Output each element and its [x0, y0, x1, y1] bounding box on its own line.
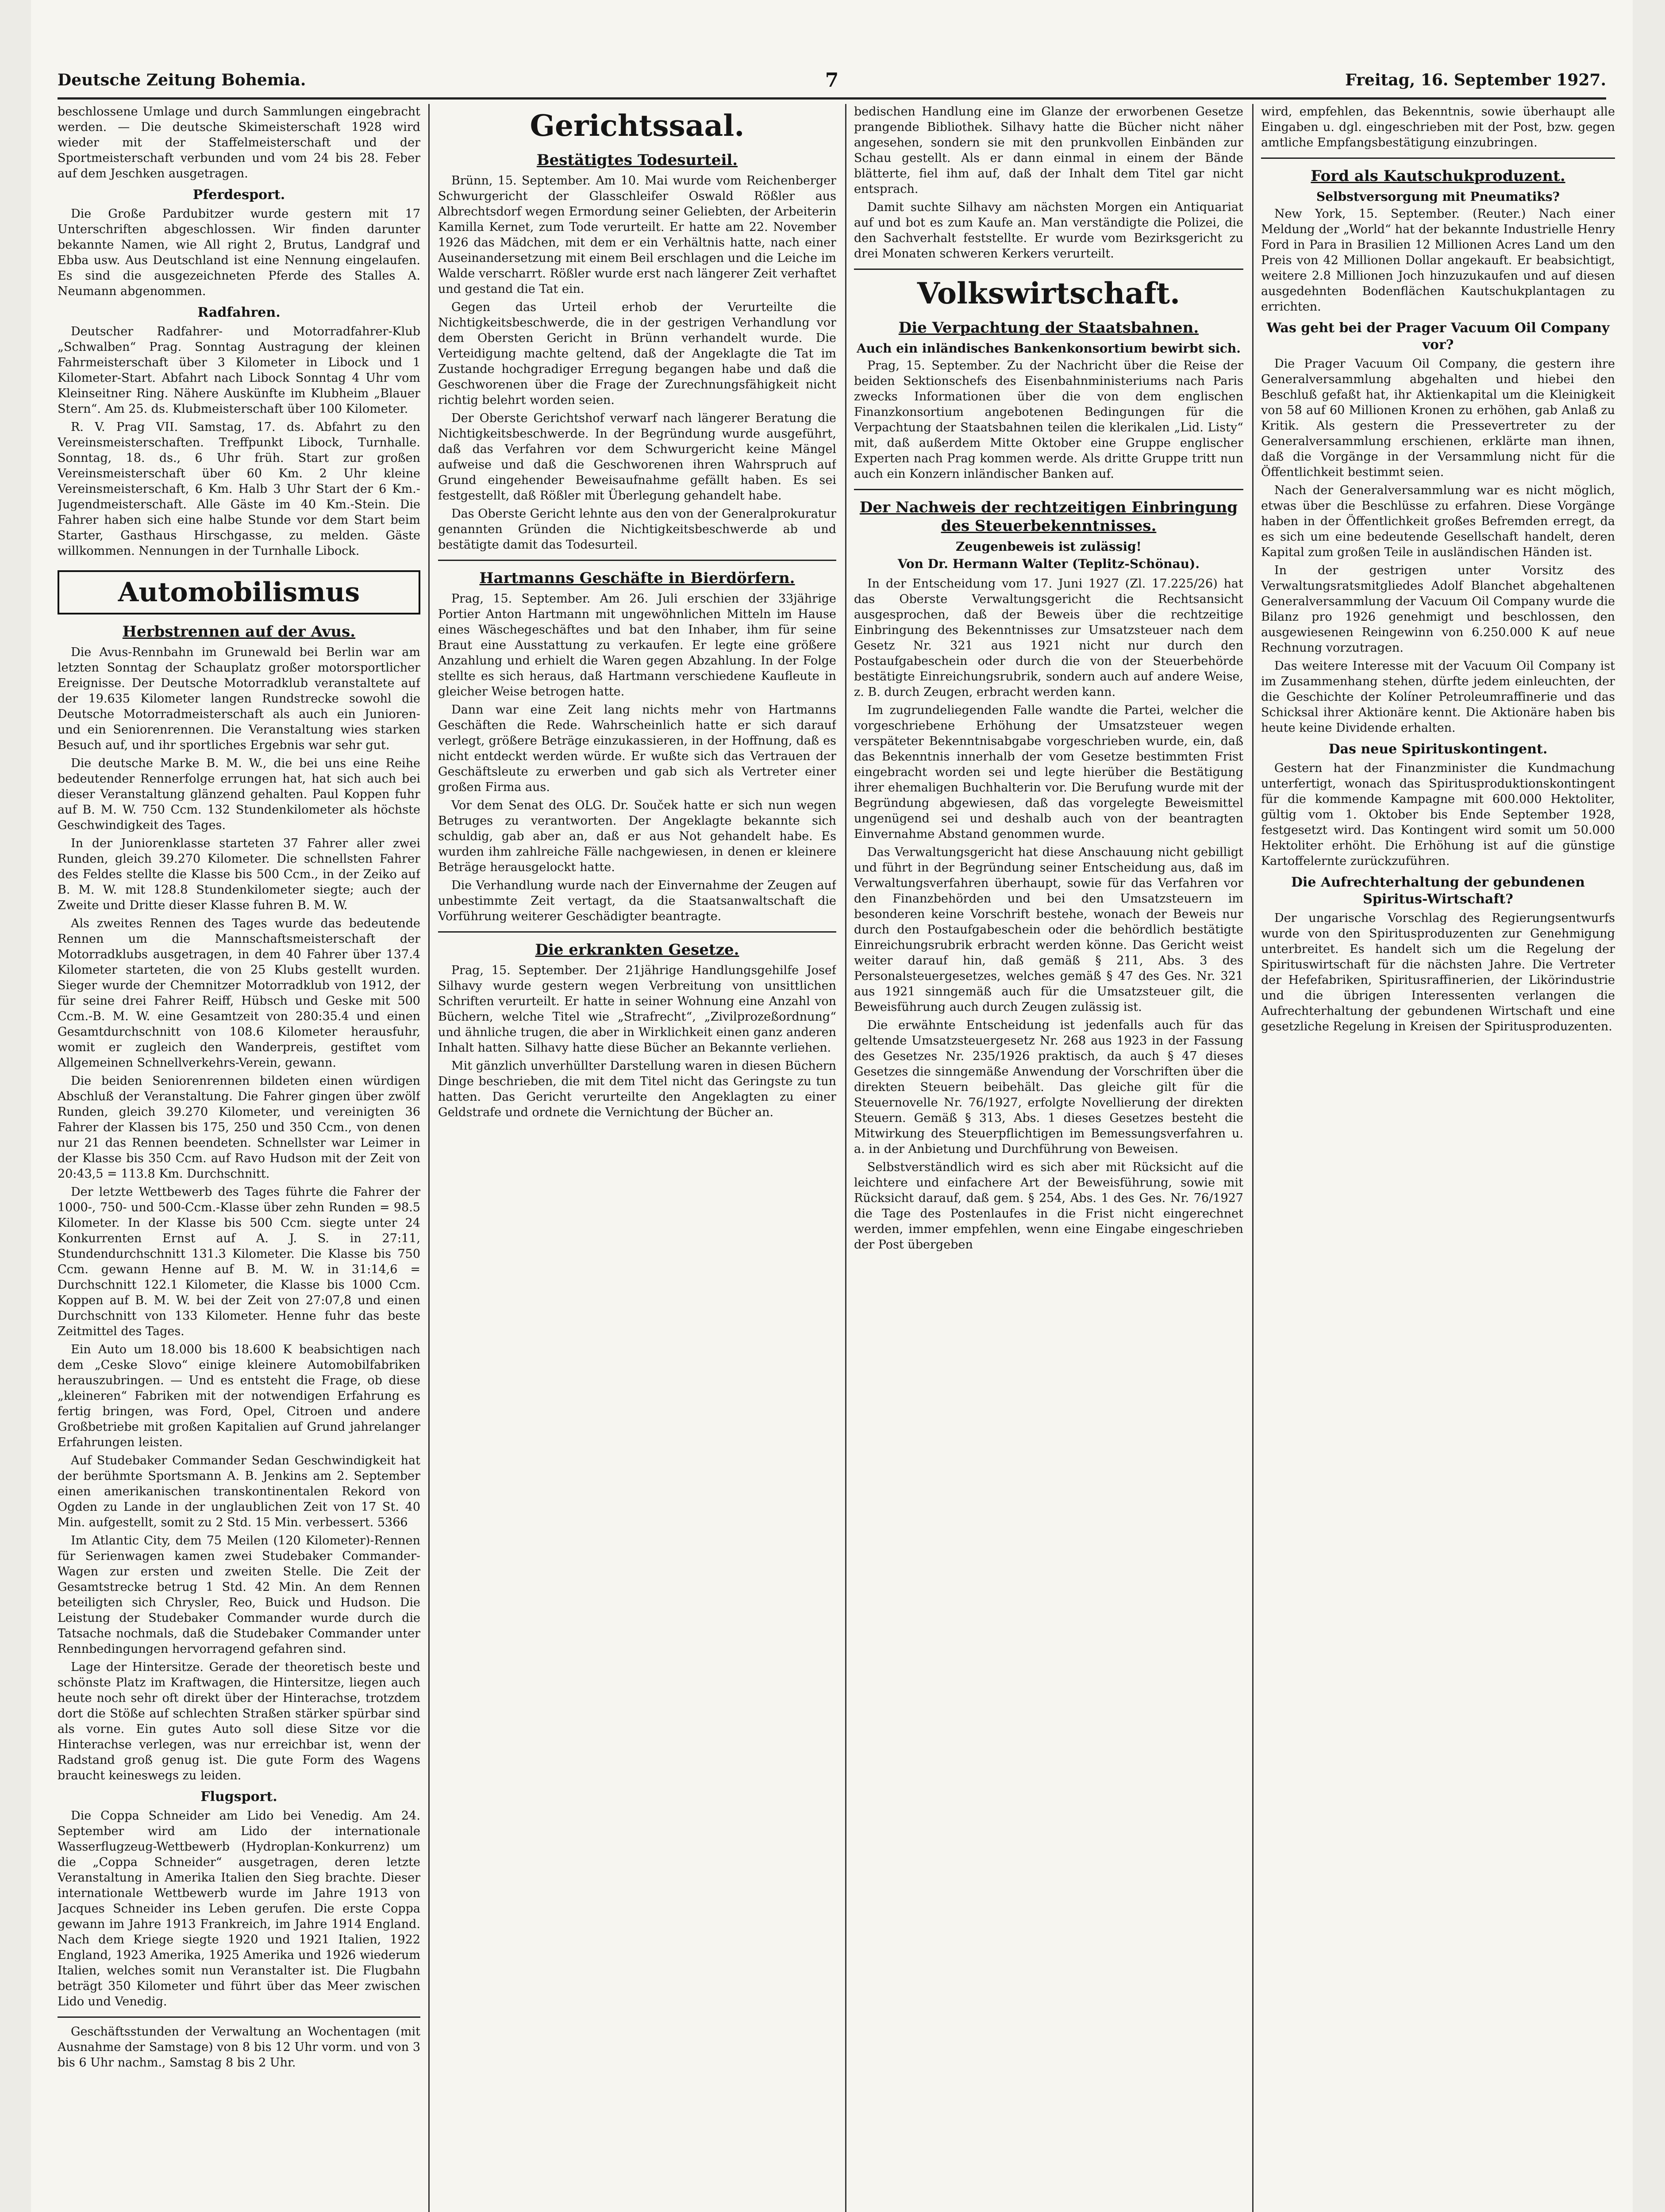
article-text: Deutscher Radfahrer- und Motorradfahrer-Klub „Schwalben“ Prag. Sonntag Austragung der kleinen Fahrmeisterschaft über 3 Kilometer in Libock und 1 Kilometer-Start. Abfahrt nach Libock Sonntag 4 Uhr vom Kleinseitner Ring. Nähere Auskünfte im Klubheim „Blauer Stern“. Am 25. ds. Klubmeisterschaft über 100 Kilometer. — [58, 325, 420, 416]
article-text: Gegen das Urteil erhob der Verurteilte die Nichtigkeitsbeschwerde, die in der gestrigen Verhandlung vor dem Obersten Gericht in Brünn verhandelt wurde. Die Verteidigung machte geltend, daß der Angeklagte die Tat im Zustande hochgradiger Erregung begangen habe und daß die Geschworenen über die Frage der Zurechnungsfähigkeit nicht richtig belehrt worden seien. — [438, 300, 836, 407]
column-2 — [438, 104, 836, 2212]
article-text: Die erwähnte Entscheidung ist jedenfalls auch für das geltende Umsatzsteuergesetz Nr. 268 aus 1923 in der Fassung des Gesetzes Nr. 235/1926 praktisch, da auch § 47 dieses Gesetzes die sinngemäße Anwendung der Vorschriften über die direkten Steuern beibehält. Das gleiche gilt für die Steuernovelle Nr. 76/1927, erfolgte Novellierung der direkten Steuern. Gemäß § 313, Abs. 1 dieses Gesetzes besteht die Mitwirkung des Steuerpflichtigen im Bemessungsverfahren u. a. in der Anbietung und Durchführung von Beweisen. — [854, 1018, 1243, 1156]
divider — [854, 269, 1243, 270]
divider — [58, 2016, 420, 2018]
divider — [1261, 157, 1615, 159]
column-rule — [428, 104, 430, 2212]
article-text: In der Entscheidung vom 17. Juni 1927 (Zl. 17.225/26) hat das Oberste Verwaltungsgericht die Rechtsansicht ausgesprochen, daß der Beweis über die rechtzeitige Einbringung des Bekenntnisses zur Umsatzsteuer nach dem Gesetz Nr. 321 aus 1921 nicht nur durch den Postaufgabeschein oder durch die von der Steuerbehörde bestätigte Einreichungsrubrik, sondern auch auf andere Weise, z. B. durch Zeugen, erbracht werden kann. — [854, 577, 1243, 699]
article-text: Der letzte Wettbewerb des Tages führte die Fahrer der 1000-, 750- und 500-Ccm.-Klasse über zehn Runden = 98.5 Kilometer. In der Klasse bis 500 Ccm. siegte unter 24 Konkurrenten Ernst auf A. J. S. in 27:11, Stundendurchschnitt 131.3 Kilometer. Die Klasse bis 750 Ccm. gewann Henne auf B. M. W. in 31:14,6 = Durchschnitt 122.1 Kilometer, die Klasse bis 1000 Ccm. Koppen auf B. M. W. bei der Zeit von 27:07,8 und einen Durchschnitt von 133 Kilometer. Henne fuhr das beste Zeitmittel des Tages. — [58, 1185, 420, 1338]
article-headline: Was geht bei der Prager Vacuum Oil Company vor? — [1266, 320, 1610, 353]
page-header — [58, 66, 1606, 100]
article-text: Der Oberste Gerichtshof verwarf nach längerer Beratung die Nichtigkeitsbeschwerde. In der Begründung wurde ausgeführt, daß das Verfahren vor dem Schwurgericht keine Mängel aufweise und daß die Geschworenen ihren Wahrspruch auf Grund eingehender Beweisaufnahme gefällt haben. Es sei festgestellt, daß Rößler mit Überlegung gehandelt habe. — [438, 411, 836, 503]
article-headline: Das neue Spirituskontingent. — [1328, 741, 1548, 757]
article-headline: Der Nachweis der rechtzeitigen Einbringung des Steuerbekenntnisses. — [859, 499, 1238, 535]
header-page-number: 7 — [825, 69, 839, 92]
section-title: Gerichtssaal. — [530, 108, 745, 143]
article-text: Die Große Pardubitzer wurde gestern mit 17 Unterschriften abgeschlossen. Wir finden darunter bekannte Namen, wie All right 2, Brutus, Landgraf und Ebba usw. Aus Deutschland ist eine Nennung eingelaufen. Es sind die ausgezeichneten Pferde des Stalles A. Neumann abgenommen. — [58, 207, 420, 298]
article-text: Selbstverständlich wird es sich aber mit Rücksicht auf die leichtere und einfachere Art der Beweisführung, sowie mit Rücksicht darauf, daß gem. § 254, Abs. 1 des Ges. Nr. 76/1927 die Tage des Postenlaufes in die Frist nicht eingerechnet werden, immer empfehlen, wenn eine Eingabe eingeschrieben der Post übergeben — [854, 1160, 1243, 1252]
article-text: Damit suchte Silhavy am nächsten Morgen ein Antiquariat auf und bot es zum Kaufe an. Man verständigte die Polizei, die den Sachverhalt feststellte. Er wurde vom Bezirksgericht zu drei Monaten schweren Kerkers verurteilt. — [854, 200, 1243, 261]
header-newspaper-name: Deutsche Zeitung Bohemia. — [58, 71, 306, 89]
column-1 — [58, 104, 420, 2212]
article-text: bedischen Handlung eine im Glanze der erworbenen Gesetze prangende Bibliothek. Silhavy hatte die Bücher nicht näher angesehen, sondern sie mit den prunkvollen Einbänden zur Schau gestellt. Als er dann einmal in einem der Bände blätterte, fiel ihm auf, daß der Inhalt dem Titel gar nicht entsprach. — [854, 105, 1243, 196]
column-rule — [845, 104, 846, 2212]
article-text: beschlossene Umlage und durch Sammlungen eingebracht werden. — Die deutsche Skimeisterschaft 1928 wird wieder mit der Staffelmeisterschaft und der Sportmeisterschaft verbunden und vom 24 bis 28. Feber auf dem Jeschken ausgetragen. — [58, 105, 420, 180]
article-headline: Die Verpachtung der Staatsbahnen. — [898, 319, 1199, 337]
article-text: Das Oberste Gericht lehnte aus den von der Generalprokuratur genannten Gründen die Nichtigkeitsbeschwerde ab und bestätigte damit das Todesurteil. — [438, 507, 836, 552]
section-heading: Pferdesport. — [192, 187, 285, 203]
article-text: Die Prager Vacuum Oil Company, die gestern ihre Generalversammlung abgehalten und hiebei den Beschluß gefaßt hat, ihr Aktienkapital um die Kleinigkeit von 58 auf 60 Millionen Kronen zu erhöhen, gab Anlaß zu Kritik. Als gestern die Pressevertreter zu der Generalversammlung erschienen, erklärte man ihnen, daß die Vorgänge in der Versammlung nicht für die Öffentlichkeit bestimmt seien. — [1261, 357, 1615, 479]
newspaper-page — [31, 0, 1633, 2212]
divider — [438, 931, 836, 933]
column-rule — [1252, 104, 1254, 2212]
section-heading: Radfahren. — [197, 305, 281, 320]
article-text: Vor dem Senat des OLG. Dr. Souček hatte er sich nun wegen Betruges zu verantworten. Der Angeklagte bekannte sich schuldig, gab aber an, daß er aus Not gehandelt habe. Es wurden ihm zahlreiche Fälle nachgewiesen, in denen er kleinere Beträge herausgelockt hatte. — [438, 799, 836, 874]
article-text: wird, empfehlen, das Bekenntnis, sowie überhaupt alle Eingaben u. dgl. eingeschrieben mit der Post, bzw. gegen amtliche Empfangsbestätigung einzubringen. — [1261, 105, 1615, 150]
article-text: Der ungarische Vorschlag des Regierungsentwurfs wurde von den Spiritusproduzenten zur Genehmigung unterbreitet. Es handelt sich um die Regelung der Spirituswirtschaft für die nächsten Jahre. Die Vertreter der Hefefabriken, Spiritusraffinerien, der Likörindustrie und die übrigen Interessenten verlangen die Aufrechterhaltung der gebundenen Wirtschaft und eine gesetzliche Regelung in Kreisen der Spiritusproduzenten. — [1261, 911, 1615, 1033]
article-text: Prag, 15. September. Der 21jährige Handlungsgehilfe Josef Silhavy wurde gestern wegen Verbreitung von unsittlichen Schriften verurteilt. Er hatte in seiner Wohnung eine Anzahl von Büchern, welche Titel wie „Strafrecht“, „Zivilprozeßordnung“ und ähnliche trugen, die aber in Wirklichkeit einen ganz anderen Inhalt hatten. Silhavy hatte diese Bücher an Bekannte verliehen. — [438, 964, 836, 1055]
article-text: Prag, 15. September. Am 26. Juli erschien der 33jährige Portier Anton Hartmann mit ungewöhnlichen Mitteln im Hause eines Wäschegeschäftes und bat den Inhaber, ihm für seine Braut eine Ausstattung zu verkaufen. Er legte eine größere Anzahlung und erhielt die Waren gegen Abzahlung. In der Folge stellte es sich heraus, daß Hartmann verschiedene Kaufleute in gleicher Weise betrogen hatte. — [438, 592, 836, 699]
article-text: Nach der Generalversammlung war es nicht möglich, etwas über die Beschlüsse zu erfahren. Diese Vorgänge haben in der Öffentlichkeit großes Befremden erregt, da es sich um eine bedeutende Gesellschaft handelt, deren Kapital zum großen Teile in ausländischen Händen ist. — [1261, 484, 1615, 559]
article-text: Die beiden Seniorenrennen bildeten einen würdigen Abschluß der Veranstaltung. Die Fahrer gingen über zwölf Runden, gleich 39.270 Kilometer, und vereinigten 36 Fahrer der Klassen bis 175, 250 und 350 Ccm., von denen nur 21 das Rennen beendeten. Schnellster war Leimer in der Klasse bis 350 Ccm. auf Ravo Hudson mit der Zeit von 20:43,5 = 113.8 Km. Durchschnitt. — [58, 1074, 420, 1181]
article-text: Lage der Hintersitze. Gerade der theoretisch beste und schönste Platz im Kraftwagen, die Hintersitze, liegen auch heute noch sehr oft direkt über der Hinterachse, trotzdem dort die Stöße auf schlechten Straßen stärker spürbar sind als vorne. Ein gutes Auto soll diese Sitze vor die Hinterachse verlegen, was nur erreichbar ist, wenn der Radstand groß genug ist. Die gute Form des Wagens braucht keineswegs zu leiden. — [58, 1660, 420, 1782]
article-text: Ein Auto um 18.000 bis 18.600 K beabsichtigen nach dem „Ceske Slovo“ einige kleinere Automobilfabriken herauszubringen. — Und es entsteht die Frage, ob diese „kleineren“ Fabriken mit der notwendigen Erfahrung es fertig bringen, was Ford, Opel, Citroen und andere Großbetriebe mit großen Kapitalien auf Grund jahrelanger Erfahrungen leisten. — [58, 1343, 420, 1449]
divider — [438, 560, 836, 561]
article-text: Brünn, 15. September. Am 10. Mai wurde vom Reichenberger Schwurgericht der Glasschleifer Oswald Rößler aus Albrechtsdorf wegen Ermordung seiner Geliebten, der Arbeiterin Kamilla Kernet, zum Tode verurteilt. Er hatte am 22. November 1926 das Mädchen, mit dem er ein Verhältnis hatte, nach einer Auseinandersetzung mit einem Beil erschlagen und die Leiche im Walde verscharrt. Rößler wurde erst nach längerer Zeit verhaftet und gestand die Tat ein. — [438, 174, 836, 296]
article-text: Als zweites Rennen des Tages wurde das bedeutende Rennen um die Mannschaftsmeisterschaft der Motorradklubs ausgetragen, in dem 40 Fahrer über 137.4 Kilometer starteten, die von 25 Klubs gestellt wurden. Sieger wurde der Chemnitzer Motorradklub von 1912, der für seine drei Fahrer Reiff, Hübsch und Geske mit 500 Ccm.-B. M. W. eine Gesamtzeit von 280:35.4 und einen Gesamtdurchschnitt von 108.6 Kilometer herausfuhr, womit er zugleich den Wanderpreis, gestiftet vom Allgemeinen Schnellverkehrs-Verein, gewann. — [58, 917, 420, 1070]
article-text: Das weitere Interesse mit der Vacuum Oil Company ist im Zusammenhang stehen, dürfte jedem einleuchten, der die Geschichte der Kolíner Petroleumraffinerie und das Schicksal ihrer Aktionäre kennt. Die Aktionäre haben bis heute keine Dividende erhalten. — [1261, 659, 1615, 735]
article-text: Im zugrundeliegenden Falle wandte die Partei, welcher die vorgeschriebene Erhöhung der Umsatzsteuer wegen verspäteter Bekenntnisabgabe vorgeschrieben wurde, ein, daß das Bekenntnis innerhalb der vom Gesetze bestimmten Frist eingebracht worden sei und legte hierüber die Bestätigung ihrer ehemaligen Buchhalterin vor. Die Berufung wurde mit der Begründung abgewiesen, daß das vorgelegte Beweismittel ungenügend sei und deshalb auch von der beantragten Einvernahme Abstand genommen wurde. — [854, 703, 1243, 841]
article-text: Auf Studebaker Commander Sedan Geschwindigkeit hat der berühmte Sportsmann A. B. Jenkins am 2. September einen amerikanischen transkontinentalen Rekord von Ogden zu Lande in der unglaublichen Zeit von 17 St. 40 Min. aufgestellt, somit zu 2 Std. 15 Min. verbessert. 5366 — [58, 1454, 420, 1529]
article-headline: Die erkrankten Gesetze. — [535, 941, 739, 959]
article-text: Die Coppa Schneider am Lido bei Venedig. Am 24. September wird am Lido der internationale Wasserflugzeug-Wettbewerb (Hydroplan-Konkurrenz) um die „Coppa Schneider“ ausgetragen, deren letzte Veranstaltung in Amerika Italien den Sieg brachte. Dieser internationale Wettbewerb wurde im Jahre 1913 von Jacques Schneider ins Leben gerufen. Die erste Coppa gewann im Jahre 1913 Frankreich, im Jahre 1914 England. Nach dem Kriege siegte 1920 und 1921 Italien, 1922 England, 1923 Amerika, 1925 Amerika und 1926 wiederum Italien, welches somit nun Veranstalter ist. Die Flugbahn beträgt 350 Kilometer und führt über das Meer zwischen Lido und Venedig. — [58, 1809, 420, 2008]
section-box-title: Automobilismus — [58, 570, 420, 614]
article-text: New York, 15. September. (Reuter.) Nach einer Meldung der „World“ hat der bekannte Industrielle Henry Ford in Para in Brasilien 12 Millionen Acres Land um den Preis von 42 Millionen Dollar angekauft. Er beabsichtigt, weitere 2.8 Millionen Joch hinzuzukaufen und auf diesen ausgedehnten Bodenflächen Kautschukplantagen zu errichten. — [1261, 207, 1615, 314]
article-text: Die Verhandlung wurde nach der Einvernahme der Zeugen auf unbestimmte Zeit vertagt, da die Staatsanwaltschaft die Vorführung weiterer Geschädigter beantragte. — [438, 879, 836, 923]
article-text: Prag, 15. September. Zu der Nachricht über die Reise der beiden Sektionschefs des Eisenbahnministeriums nach Paris zwecks Informationen über die von dem englischen Finanzkonsortium angebotenen Bedingungen für die Verpachtung der Staatsbahnen teilen die klerikalen „Lid. Listy“ mit, daß außerdem Mitte Oktober eine Gruppe englischer Experten nach Prag kommen werde. Als dritte Gruppe tritt nun auch ein Konzern inländischer Banken auf. — [854, 359, 1243, 481]
article-headline: Die Aufrechterhaltung der gebundenen Spiritus-Wirtschaft? — [1291, 875, 1585, 907]
article-text: Im Atlantic City, dem 75 Meilen (120 Kilometer)-Rennen für Serienwagen kamen zwei Studebaker Commander-Wagen zur ersten und zweiten Stelle. Die Zeit der Gesamtstrecke betrug 1 Std. 42 Min. An dem Rennen beteiligten sich Chrysler, Reo, Buick und Hudson. Die Leistung der Studebaker Commander wurde durch die Tatsache nochmals, daß die Studebaker Commander unter Rennbedingungen hervorragend gefahren sind. — [58, 1534, 420, 1656]
column-3 — [854, 104, 1243, 2212]
article-headline: Hartmanns Geschäfte in Bierdörfern. — [479, 569, 795, 587]
article-text: Gestern hat der Finanzminister die Kundmachung unterfertigt, wonach das Spiritusproduktionskontingent für die kommende Kampagne mit 600.000 Hektoliter, gültig vom 1. Oktober bis Ende September 1928, festgesetzt wird. Das Kontingent wird somit um 50.000 Hektoliter erhöht. Die Erhöhung ist auf die günstige Kartoffelernte zurückzuführen. — [1261, 761, 1615, 868]
article-subheadline: Selbstversorgung mit Pneumatiks? — [1316, 189, 1560, 204]
article-text: In der Juniorenklasse starteten 37 Fahrer aller zwei Runden, gleich 39.270 Kilometer. Die schnellsten Fahrer des Feldes stellte die Klasse bis 500 Ccm., in der Zeiko auf B. M. W. mit 128.8 Stundenkilometer siegte; auch der Zweite und Dritte dieser Klasse fuhren B. M. W. — [58, 837, 420, 912]
article-subheadline: Auch ein inländisches Bankenkonsortium bewirbt sich. — [857, 341, 1241, 356]
article-headline: Ford als Kautschukproduzent. — [1311, 167, 1565, 185]
article-text: Die Avus-Rennbahn im Grunewald bei Berlin war am letzten Sonntag der Schauplatz großer motorsportlicher Ereignisse. Der Deutsche Motorradklub veranstaltete auf der 19.635 Kilometer langen Rundstrecke sowohl die Deutsche Motorradmeisterschaft als auch ein Junioren- und ein Seniorenrennen. Die Veranstaltung wies starken Besuch auf, und ihr sportliches Ergebnis war sehr gut. — [58, 645, 420, 752]
section-title: Volkswirtschaft. — [917, 276, 1180, 311]
header-date: Freitag, 16. September 1927. — [1345, 71, 1606, 89]
article-headline: Herbstrennen auf der Avus. — [122, 623, 356, 641]
article-text: Mit gänzlich unverhüllter Darstellung waren in diesen Büchern Dinge beschrieben, die mit dem Titel nicht das Geringste zu tun hatten. Das Gericht verurteilte den Angeklagten zu einer Geldstrafe und ordnete die Vernichtung der Bücher an. — [438, 1059, 836, 1119]
column-4 — [1261, 104, 1615, 2212]
business-hours-notice: Geschäftsstunden der Verwaltung an Wochentagen (mit Ausnahme der Samstage) von 8 bis 12 Uhr vorm. und von 3 bis 6 Uhr nachm., Samstag 8 bis 2 Uhr. — [58, 2025, 420, 2070]
article-text: R. V. Prag VII. Samstag, 17. ds. Abfahrt zu den Vereinsmeisterschaften. Treffpunkt Libock, Turnhalle. Sonntag, 18. ds., 6 Uhr früh. Start zur großen Vereinsmeisterschaft über 60 Km. 2 Uhr kleine Vereinsmeisterschaft, 6 Km. Halb 3 Uhr Start der 6 Km.-Jugendmeisterschaft. Alle Gäste im 40 Km.-Stein. Die Fahrer haben sich eine halbe Stunde vor dem Start beim Starter, Gasthaus Hirschgasse, zu melden. Gäste willkommen. Nennungen in der Turnhalle Libock. — [58, 420, 420, 558]
article-headline: Bestätigtes Todesurteil. — [536, 151, 738, 169]
article-text: In der gestrigen unter Vorsitz des Verwaltungsratsmitgliedes Adolf Blanchet abgehaltenen Generalversammlung der Vacuum Oil Company wurde die Bilanz pro 1926 genehmigt und beschlossen, den ausgewiesenen Reingewinn von 6.250.000 K auf neue Rechnung vorzutragen. — [1261, 564, 1615, 655]
article-author: Von Dr. Hermann Walter (Teplitz-Schönau). — [897, 557, 1200, 571]
article-text: Das Verwaltungsgericht hat diese Anschauung nicht gebilligt und führt in der Begründung seiner Entscheidung aus, daß im Verwaltungsverfahren überhaupt, sowie für das Verfahren vor den Finanzbehörden und bei den Umsatzsteuern im besonderen keine Vorschrift bestehe, wonach der Beweis nur durch den Postaufgabeschein oder die behördlich bestätigte Einreichungsrubrik erbracht werden könne. Das Gericht weist weiter darauf hin, daß gemäß § 211, Abs. 3 des Personalsteuergesetzes, welches gemäß § 47 des Ges. Nr. 321 aus 1921 sinngemäß auch für die Umsatzsteuer gilt, die Beweisführung auch durch Zeugen zulässig ist. — [854, 845, 1243, 1014]
section-heading: Flugsport. — [200, 1789, 277, 1805]
article-text: Die deutsche Marke B. M. W., die bei uns eine Reihe bedeutender Rennerfolge errungen hat, hat sich auch bei dieser Veranstaltung glänzend gehalten. Paul Koppen fuhr auf B. M. W. 750 Ccm. 132 Stundenkilometer als höchste Geschwindigkeit des Tages. — [58, 757, 420, 832]
article-subheadline: Zeugenbeweis ist zulässig! — [956, 539, 1142, 554]
divider — [854, 489, 1243, 490]
article-text: Dann war eine Zeit lang nichts mehr von Hartmanns Geschäften die Rede. Wahrscheinlich hatte er sich darauf verlegt, größere Beträge einzukassieren, in der Hoffnung, daß es nicht entdeckt werden würde. Er wußte sich das Vertrauen der Geschäftsleute zu erwerben und gab sich als Vertreter einer großen Firma aus. — [438, 703, 836, 794]
